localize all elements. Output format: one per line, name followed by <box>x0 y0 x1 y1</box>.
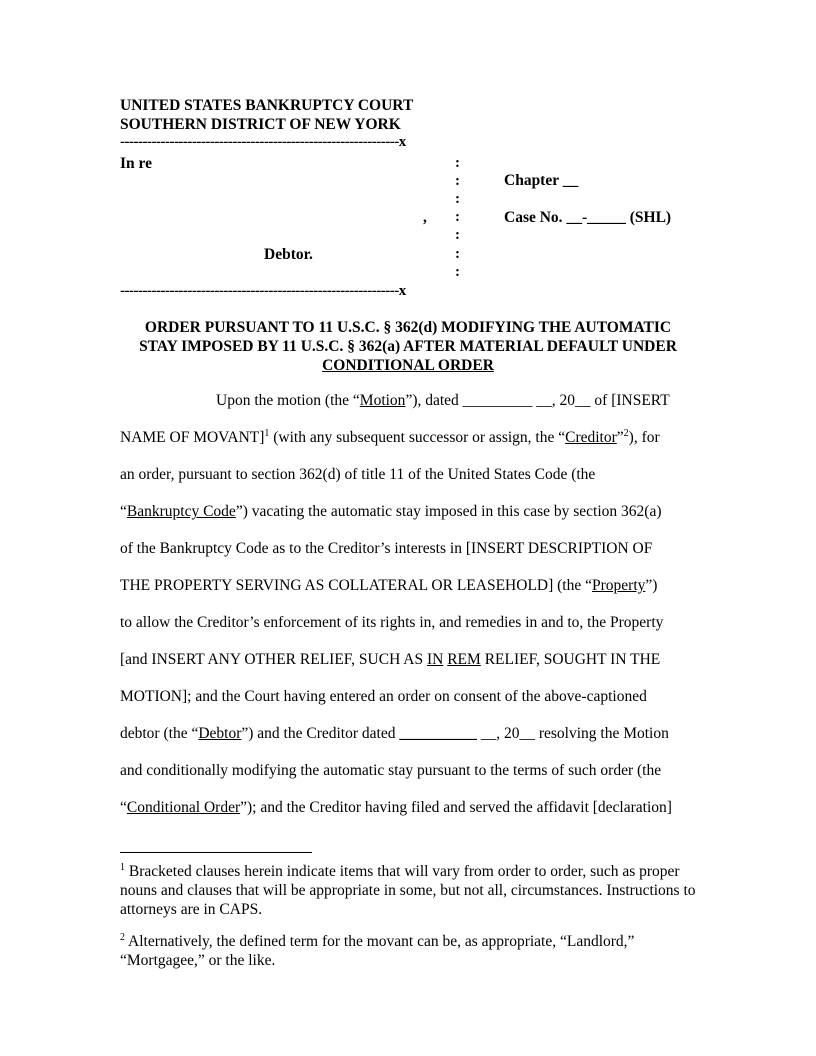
body-line <box>120 799 672 817</box>
debtor-label: Debtor. <box>264 246 313 263</box>
body-line: and conditionally modifying the automatic stay pursuant to the terms of such order (the <box>120 762 662 779</box>
body-line: to allow the Creditor’s enforcement of its rights in, and remedies in and to, the Property <box>120 614 664 631</box>
footnote-text-1: Bracketed clauses herein indicate items that will vary from order to order, such as proper nouns and clauses that will be appropriate in some, but not all, circumstances. Instructions to attorneys are in CAPS. <box>120 863 696 918</box>
caption-colon: : <box>455 173 460 189</box>
title-line-1: ORDER PURSUANT TO 11 U.S.C. § 362(d) MODIFYING THE AUTOMATIC <box>144 319 672 336</box>
footnote-number-1: 1 <box>120 861 125 873</box>
footnote-separator <box>120 852 312 853</box>
text-run: ”) <box>645 577 658 594</box>
caption-comma: , <box>423 209 427 226</box>
footnote-1 <box>120 862 700 919</box>
text-run: “ <box>120 799 127 816</box>
text-run: __, 20__ resolving the Motion <box>476 725 669 742</box>
defined-term-creditor: Creditor <box>565 429 617 446</box>
text-run: ”) and the Creditor dated <box>241 725 400 742</box>
text-run: ”) vacating the automatic stay imposed in this case by section 362(a) <box>235 503 662 520</box>
title-line-2: STAY IMPOSED BY 11 U.S.C. § 362(a) AFTER MATERIAL DEFAULT UNDER <box>139 338 677 355</box>
term-rem: REM <box>447 651 481 668</box>
case-number-field <box>504 209 671 227</box>
body-line: of the Bankruptcy Code as to the Creditor’s interests in [INSERT DESCRIPTION OF <box>120 540 653 557</box>
case-no-value: __-_____ (SHL) <box>566 209 672 226</box>
body-line: an order, pursuant to section 362(d) of title 11 of the United States Code (the <box>120 466 596 483</box>
body-line <box>120 503 662 521</box>
order-title <box>100 318 716 375</box>
defined-term-conditional-order: Conditional Order <box>126 799 241 816</box>
term-in: IN <box>426 651 444 668</box>
text-run: ), for <box>628 429 660 446</box>
caption-divider-top: --------------------------------------------------------------x <box>120 134 406 150</box>
body-line: MOTION]; and the Court having entered an order on consent of the above-captioned <box>120 688 647 705</box>
caption-colon: : <box>455 209 460 225</box>
text-run: ”); and the Creditor having filed and served the affidavit [declaration] <box>240 799 672 816</box>
court-line-2: SOUTHERN DISTRICT OF NEW YORK <box>120 116 401 133</box>
text-run: ”), dated _________ __, 20__ of [INSERT <box>405 392 670 409</box>
caption-colon: : <box>455 191 460 207</box>
title-line-3: CONDITIONAL ORDER <box>322 357 494 374</box>
body-line <box>120 651 660 669</box>
text-run: (with any subsequent successor or assign, the “ <box>269 429 566 446</box>
text-run: Upon the motion (the “ <box>216 392 360 409</box>
footnote-ref-2: 2 <box>623 427 629 439</box>
defined-term-property: Property <box>592 577 646 594</box>
text-run: ” <box>616 429 624 446</box>
caption-divider-bottom: --------------------------------------------------------------x <box>120 283 406 299</box>
body-line <box>120 577 657 595</box>
body-line <box>120 725 669 743</box>
court-name <box>120 96 413 134</box>
chapter-field <box>504 172 578 190</box>
court-line-1: UNITED STATES BANKRUPTCY COURT <box>120 97 414 114</box>
body-line <box>216 392 670 410</box>
caption-colon: : <box>455 155 460 171</box>
caption-colon: : <box>455 264 460 280</box>
text-run: “ <box>120 503 127 520</box>
defined-term-debtor: Debtor <box>198 725 242 742</box>
caption-colon: : <box>455 246 460 262</box>
body-line <box>120 429 660 447</box>
text-run: [and INSERT ANY OTHER RELIEF, SUCH AS <box>120 651 427 668</box>
defined-term-motion: Motion <box>359 392 406 409</box>
footnote-2 <box>120 932 700 970</box>
footnote-ref-1: 1 <box>264 427 270 439</box>
chapter-blank: __ <box>562 172 579 189</box>
date-blank: __________ <box>399 725 477 742</box>
in-re-label: In re <box>120 155 153 172</box>
case-no-label: Case No. <box>504 209 563 226</box>
defined-term-bankruptcy-code: Bankruptcy Code <box>126 503 236 520</box>
text-run: THE PROPERTY SERVING AS COLLATERAL OR LEASEHOLD] (the “ <box>120 577 592 594</box>
text-run: debtor (the “ <box>120 725 199 742</box>
text-run: RELIEF, SOUGHT IN THE <box>480 651 661 668</box>
footnote-text-2: Alternatively, the defined term for the movant can be, as appropriate, “Landlord,” “Mortgagee,” or the like. <box>120 933 635 969</box>
text-run: NAME OF MOVANT] <box>120 429 265 446</box>
caption-colon: : <box>455 227 460 243</box>
chapter-label: Chapter <box>504 172 559 189</box>
footnote-number-2: 2 <box>120 931 125 943</box>
